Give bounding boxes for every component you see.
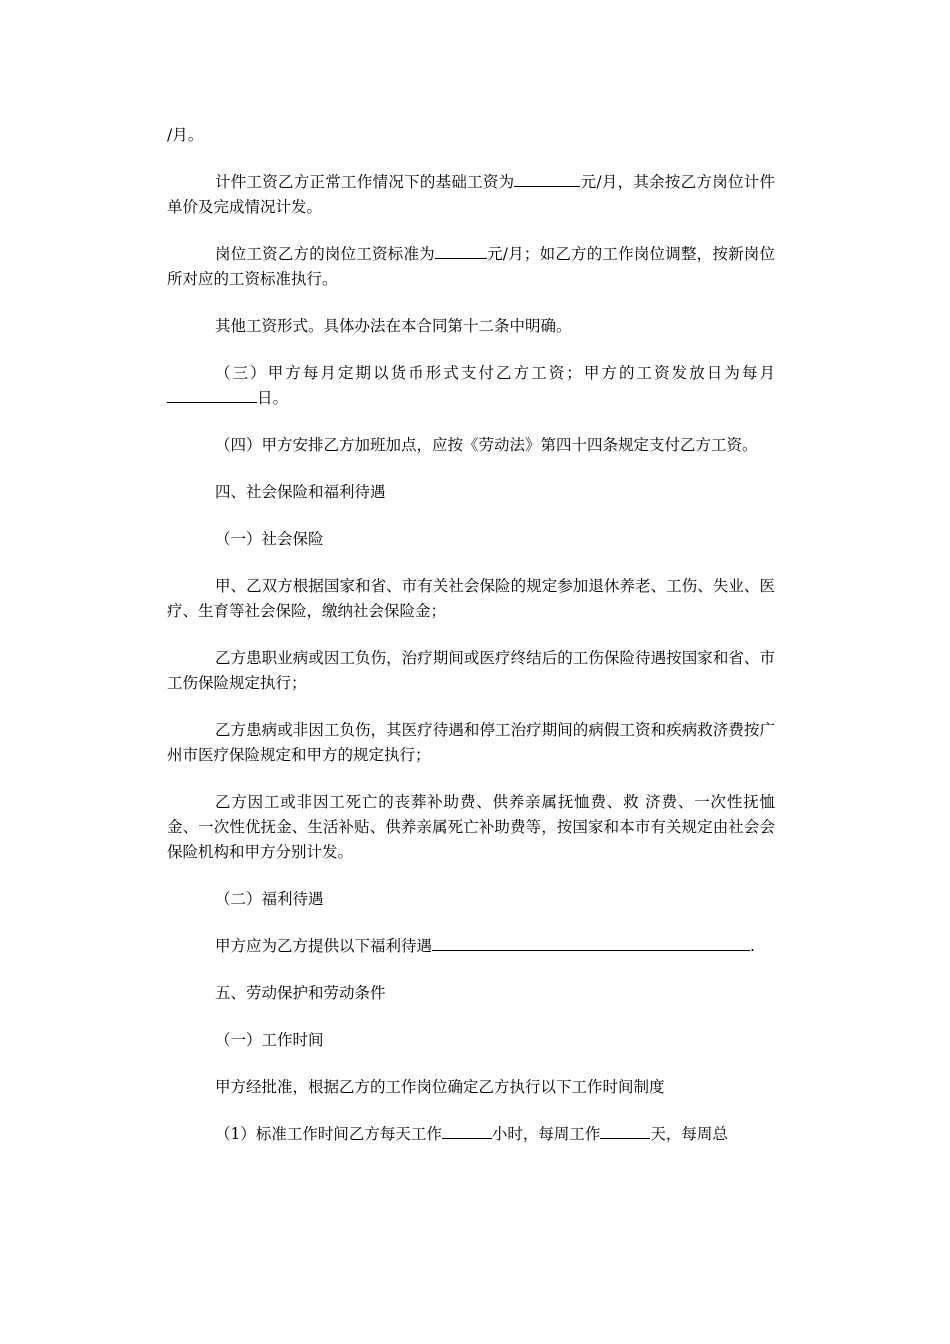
text: 小时，每周工作 — [491, 1125, 601, 1143]
text: 计件工资乙方正常工作情况下的基础工资为 — [215, 173, 515, 191]
paragraph-welfare — [167, 934, 775, 959]
heading-welfare — [167, 887, 775, 912]
text: （一）工作时间 — [215, 1031, 324, 1049]
text: （1）标准工作时间乙方每天工作 — [215, 1125, 442, 1143]
text: 元/月；如乙方的工作岗位调整，按新岗位所对应的工资标准执行。 — [167, 245, 775, 288]
paragraph-standard-hours — [167, 1122, 775, 1147]
paragraph-pay-date — [167, 361, 775, 411]
text: 乙方患病或非因工负伤，其医疗待遇和停工治疗期间的病假工资和疾病救济费按广州市医疗保险规定和甲方的规定执行； — [167, 721, 775, 764]
paragraph-position-wage — [167, 242, 775, 292]
document-page — [167, 123, 775, 1169]
text: （四）甲方安排乙方加班加点，应按《劳动法》第四十四条规定支付乙方工资。 — [215, 436, 758, 454]
paragraph-insurance-1 — [167, 574, 775, 624]
paragraph-piece-wage — [167, 170, 775, 220]
text: 乙方患职业病或因工负伤，治疗期间或医疗终结后的工伤保险待遇按国家和省、市工伤保险规定执行； — [167, 649, 775, 692]
heading-social-insurance — [167, 527, 775, 552]
text: （一）社会保险 — [215, 530, 324, 548]
text: 元/月，其余按乙方岗位计件单价及完成情况计发。 — [167, 173, 775, 216]
paragraph-month-end — [167, 123, 775, 148]
paragraph-work-time — [167, 1075, 775, 1100]
text: （二）福利待遇 — [215, 890, 324, 908]
fill-blank — [514, 171, 580, 187]
text: 天，每周总 — [650, 1125, 728, 1143]
heading-work-time — [167, 1028, 775, 1053]
paragraph-insurance-4 — [167, 790, 775, 865]
paragraph-overtime — [167, 433, 775, 458]
paragraph-insurance-3 — [167, 718, 775, 768]
text: 甲方经批准，根据乙方的工作岗位确定乙方执行以下工作时间制度 — [215, 1078, 665, 1096]
paragraph-insurance-2 — [167, 646, 775, 696]
heading-section-4 — [167, 480, 775, 505]
text: 甲、乙双方根据国家和省、市有关社会保险的规定参加退休养老、工伤、失业、医疗、生育等社会保险，缴纳社会保险金； — [167, 577, 775, 620]
text: . — [750, 937, 755, 955]
fill-blank — [600, 1123, 650, 1139]
text: 五、劳动保护和劳动条件 — [215, 984, 386, 1002]
text: 岗位工资乙方的岗位工资标准为 — [215, 245, 435, 263]
text: 其他工资形式。具体办法在本合同第十二条中明确。 — [215, 317, 572, 335]
fill-blank — [432, 935, 750, 951]
fill-blank — [442, 1123, 492, 1139]
fill-blank — [167, 387, 257, 403]
text: 日。 — [257, 389, 289, 407]
paragraph-other-wage — [167, 314, 775, 339]
text: 甲方应为乙方提供以下福利待遇 — [215, 937, 433, 955]
text: （三）甲方每月定期以货币形式支付乙方工资；甲方的工资发放日为每月 — [215, 364, 775, 382]
fill-blank — [435, 243, 487, 259]
heading-section-5 — [167, 981, 775, 1006]
text: 乙方因工或非因工死亡的丧葬补助费、供养亲属抚恤费、救 济费、一次性抚恤金、一次性优抚金、生活补贴、供养亲属死亡补助费等，按国家和本市有关规定由社会会保险机构和甲方分别计发。 — [167, 793, 775, 861]
text: /月。 — [167, 126, 204, 144]
text: 四、社会保险和福利待遇 — [215, 483, 386, 501]
